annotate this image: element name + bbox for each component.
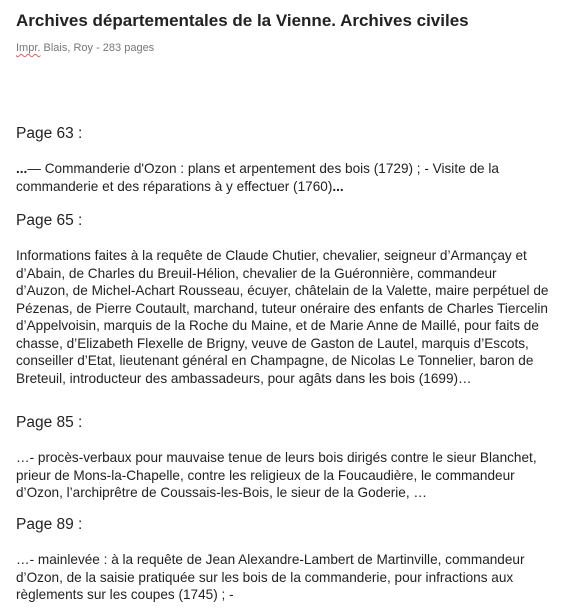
section-heading-page-89: Page 89 : [16, 516, 83, 533]
section-text-page-85: …- procès-verbaux pour mauvaise tenue de leurs bois dirigés contre le sieur Blanchet, prieur de Mons-la-Chapelle, contre les religieux de la Foucaudière, le commandeur d’Ozon, l’archiprêtre de Coussais-les-Bois, le sieur de la Goderie, … [16, 450, 537, 500]
document-page [16, 10, 556, 602]
ellipsis-prefix: ... [16, 161, 28, 176]
meta-impr: Impr. [16, 42, 41, 54]
ellipsis-suffix: ... [332, 178, 344, 194]
document-title: Archives départementales de la Vienne. Archives civiles [16, 11, 469, 30]
section-text-page-63 [16, 160, 549, 195]
section-text-page-63-main: — Commanderie d'Ozon : plans et arpentement des bois (1729) ; - Visite de la commanderie et des réparations à y effectuer (1760) [16, 161, 499, 194]
section-text-page-65: Informations faites à la requête de Claude Chutier, chevalier, seigneur d’Armançay et d’Abain, de Charles du Breuil-Hélion, chevalier de la Guéronnière, commandeur d’Auzon, de Michel-Achart Rousseau, écuyer, châtelain de la Valette, maire perpétuel de Pézenas, de Pierre Coutault, marchand, tuteur onéraire des enfants de Charles Tiercelin d’Appelvoisin, marquis de la Roche du Maine, et de Marie Anne de Maillé, pour faits de chasse, d’Elizabeth Flexelle de Brigny, veuve de Gaston de Lautel, marquis d’Escots, conseiller d’Etat, lieutenant général en Champagne, de Nicolas Le Tonnelier, baron de Breteuil, introducteur des ambassadeurs, pour agâts dans les bois (1699)… [16, 248, 549, 386]
document-meta [16, 41, 556, 55]
section-heading-page-63: Page 63 : [16, 125, 83, 142]
section-heading-page-85: Page 85 : [16, 414, 83, 431]
section-heading-page-65: Page 65 : [16, 212, 83, 229]
meta-publisher-pages: Blais, Roy - 283 pages [40, 42, 155, 54]
section-text-page-89: …- mainlevée : à la requête de Jean Alexandre-Lambert de Martinville, commandeur d’Ozon, de la saisie pratiquée sur les bois de la commanderie, pour infractions aux règlements sur les coupes (1745) ; - [16, 552, 525, 602]
